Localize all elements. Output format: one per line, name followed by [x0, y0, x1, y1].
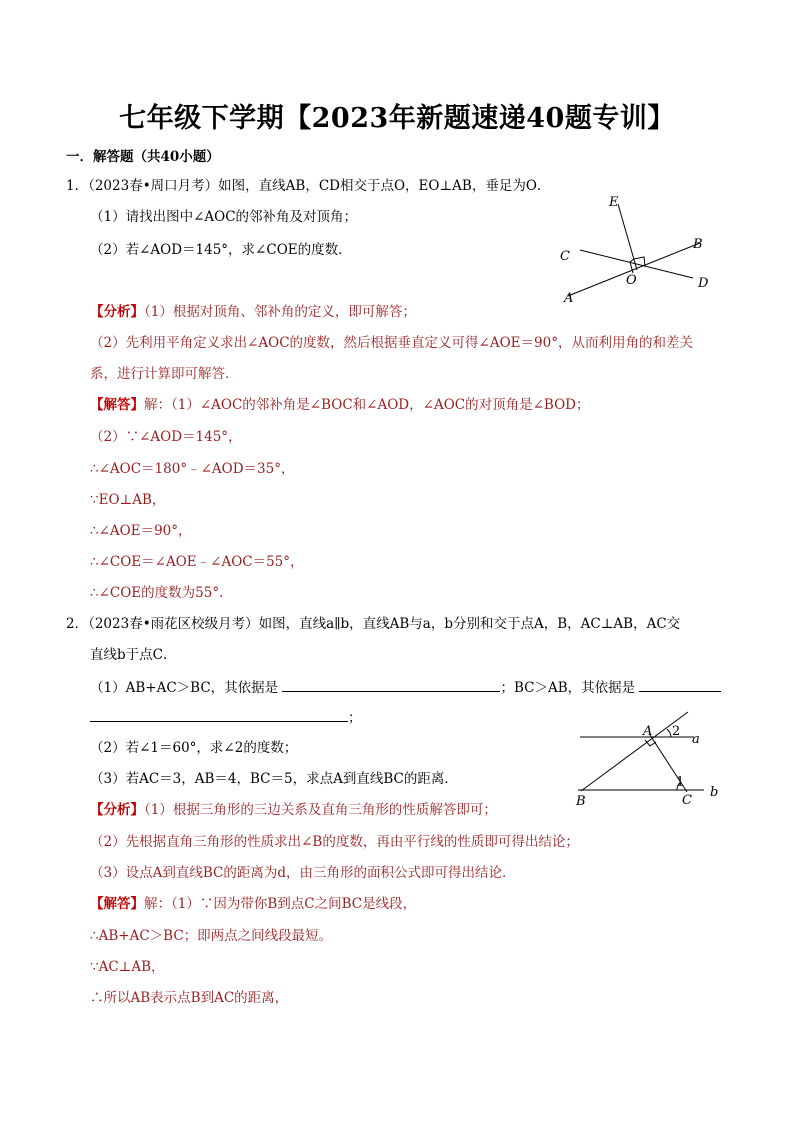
label-c: C [560, 249, 570, 264]
q2-stem-line-2: 直线b于点C． [90, 647, 177, 663]
label-c-point: C [682, 793, 692, 808]
label-d: D [698, 276, 709, 291]
label-a: A [564, 291, 574, 306]
label-angle-1: 1 [676, 775, 685, 790]
q1-answer-1: 【解答】解：（1）∠AOC的邻补角是∠BOC和∠AOD，∠AOC的对顶角是∠BOD； [90, 397, 590, 413]
label-line-b: b [710, 785, 719, 800]
q2-answer-3: ∵AC⊥AB， [90, 959, 165, 975]
q1-answer-6: ∴∠COE＝∠AOE﹣∠AOC＝55°， [90, 554, 304, 570]
answer-blank-3[interactable] [90, 707, 348, 722]
q2-stem-line [66, 614, 680, 634]
label-e: E [609, 195, 619, 210]
section-heading: 一．解答题（共40小题） [66, 149, 220, 165]
label-b-point: B [576, 794, 586, 809]
q1-stem-line [66, 176, 550, 196]
q1-part-2: （2）若∠AOD＝145°，求∠COE的度数． [90, 242, 352, 258]
q2-answer-4: ∴所以AB表示点B到AC的距离， [90, 990, 289, 1006]
q2-part-1: （1）AB+AC＞BC，其依据是 ；BC＞AB，其依据是 [90, 677, 721, 698]
q1-answer-5: ∴∠AOE＝90°， [90, 523, 192, 539]
q1-analysis-label: 【分析】 [90, 304, 144, 320]
label-line-a: a [692, 732, 700, 747]
q2-part-1-cont: ； [90, 707, 362, 728]
q1-source: （2023春•周口月考） [88, 178, 219, 194]
q2-answer-2: ∴AB+AC＞BC；即两点之间线段最短。 [90, 928, 333, 944]
q1-answer-2: （2）∵∠AOD＝145°， [90, 429, 242, 445]
q1-answer-3: ∴∠AOC＝180°﹣∠AOD＝35°， [90, 461, 295, 477]
q1-part-1: （1）请找出图中∠AOC的邻补角及对顶角； [90, 209, 358, 225]
q1-answer-7: ∴∠COE的度数为55°． [90, 585, 233, 601]
label-b: B [693, 237, 703, 252]
label-angle-2: 2 [672, 724, 681, 739]
q1-stem: 如图，直线AB，CD相交于点O，EO⊥AB，垂足为O． [218, 178, 551, 194]
q2-stem: 如图，直线a∥b，直线AB与a，b分别和交于点A，B，AC⊥AB，AC交 [258, 616, 681, 632]
q2-figure [572, 706, 722, 812]
q1-number: 1． [66, 178, 89, 194]
q2-analysis-1: 【分析】（1）根据三角形的三边关系及直角三角形的性质解答即可； [90, 802, 497, 818]
label-o: O [626, 273, 637, 288]
line-ab [568, 243, 700, 296]
q1-answer-4: ∵EO⊥AB， [90, 492, 166, 508]
page-title: 七年级下学期【2023年新题速递40题专训】 [119, 103, 675, 134]
q2-analysis-2: （2）先根据直角三角形的性质求出∠B的度数，再由平行线的性质即可得出结论； [90, 834, 579, 850]
q1-answer-label: 【解答】 [90, 397, 144, 413]
q2-number: 2． [66, 616, 89, 632]
q2-part-2: （2）若∠1＝60°，求∠2的度数； [90, 740, 298, 756]
q2-analysis-3: （3）设点A到直线BC的距离为d，由三角形的面积公式即可得出结论． [90, 865, 516, 881]
q1-figure [550, 188, 720, 306]
angle-2-arc [667, 729, 671, 737]
q2-answer-1: 【解答】解：（1）∵因为带你B到点C之间BC是线段， [90, 896, 417, 912]
answer-blank-2[interactable] [639, 677, 721, 692]
answer-blank-1[interactable] [282, 677, 500, 692]
q1-analysis-1: 【分析】（1）根据对顶角、邻补角的定义，即可解答； [90, 304, 416, 320]
q1-analysis-3: 系，进行计算即可解答． [90, 366, 239, 382]
q2-analysis-label: 【分析】 [90, 802, 144, 818]
q2-source: （2023春•雨花区校级月考） [88, 616, 259, 632]
q2-part-3: （3）若AC＝3，AB＝4，BC＝5，求点A到直线BC的距离． [90, 771, 458, 787]
label-a-point: A [643, 724, 653, 739]
q2-answer-label: 【解答】 [90, 896, 144, 912]
q1-analysis-2: （2）先利用平角定义求出∠AOC的度数，然后根据垂直定义可得∠AOE＝90°，从而利用角的和差关 [90, 335, 693, 351]
